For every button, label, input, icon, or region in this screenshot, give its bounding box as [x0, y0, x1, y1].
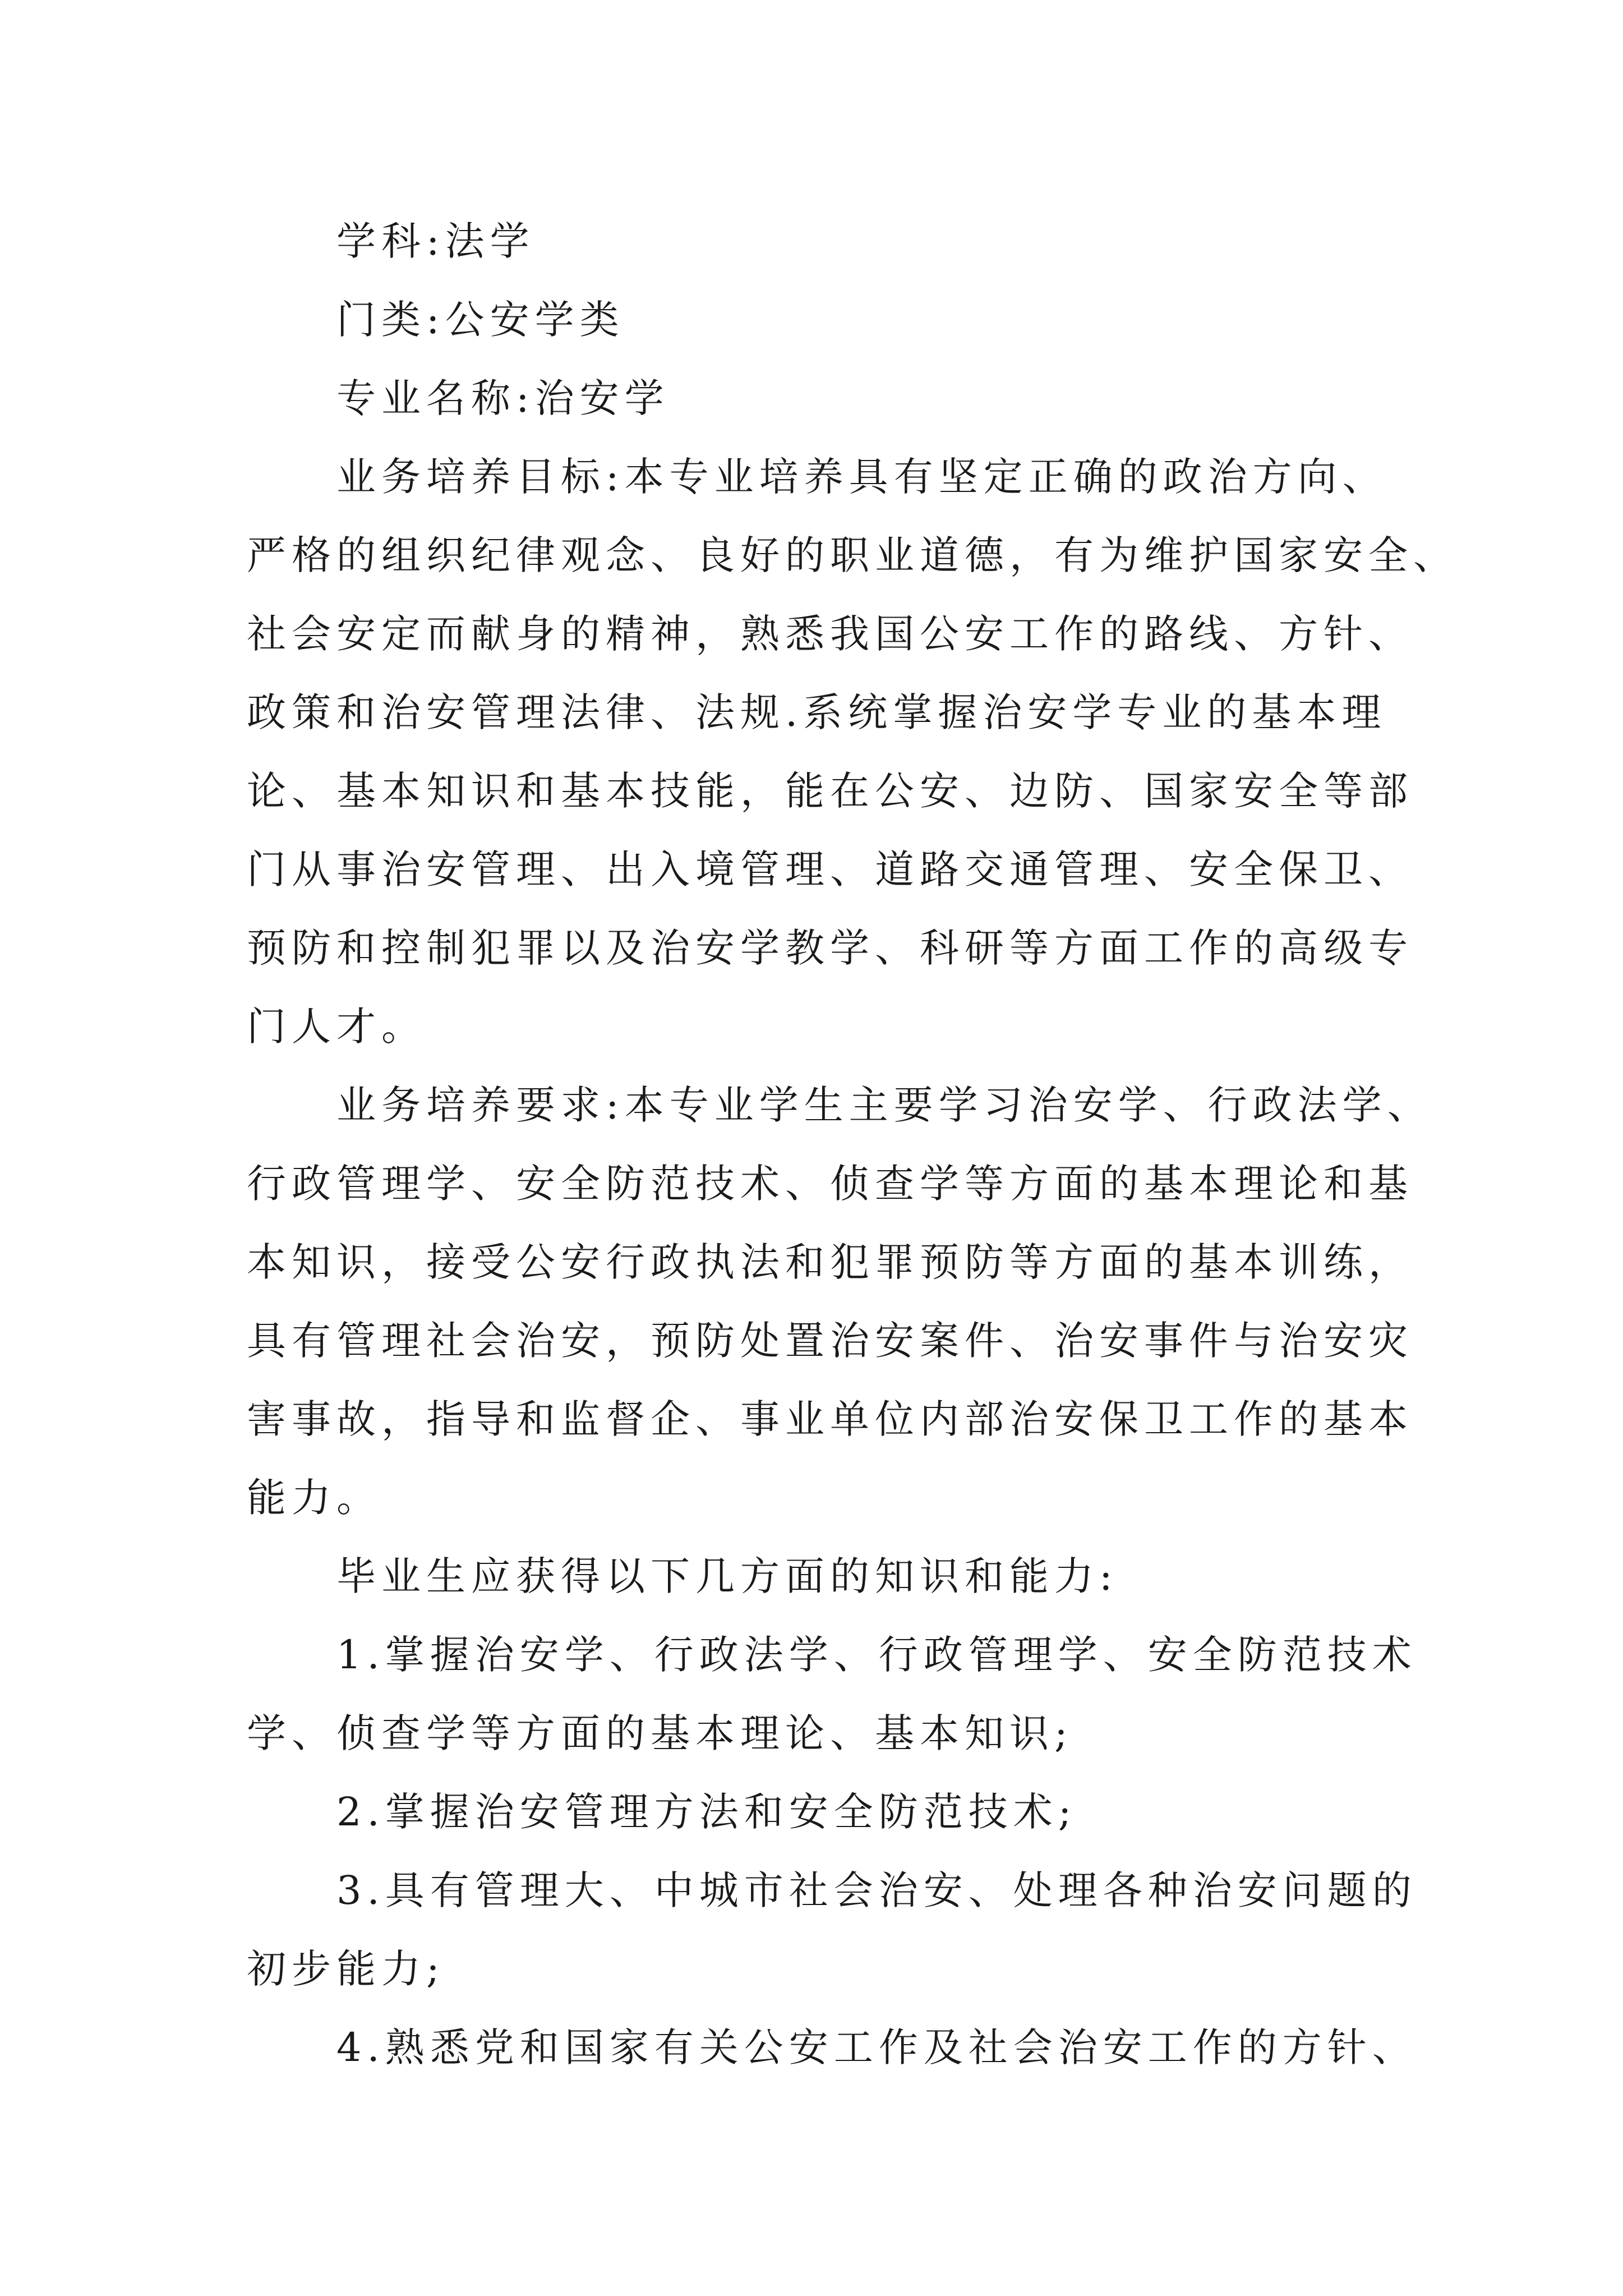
text-line: 学、侦查学等方面的基本理论、基本知识;	[247, 1710, 1073, 1756]
text-line: 门从事治安管理、出入境管理、道路交通管理、安全保卫、	[247, 846, 1413, 892]
text-line: 门人才。	[247, 1004, 426, 1050]
text-line: 3.具有管理大、中城市社会治安、处理各种治安问题的	[336, 1867, 1417, 1913]
text-line: 本知识，接受公安行政执法和犯罪预防等方面的基本训练，	[247, 1239, 1413, 1285]
text-line: 专业名称:治安学	[336, 375, 670, 421]
text-line: 门类:公安学类	[336, 297, 625, 343]
text-line: 业务培养要求:本专业学生主要学习治安学、行政法学、	[336, 1082, 1432, 1128]
text-line: 社会安定而献身的精神，熟悉我国公安工作的路线、方针、	[247, 611, 1413, 657]
text-line: 严格的组织纪律观念、良好的职业道德，有为维护国家安全、	[247, 532, 1458, 578]
text-line: 初步能力;	[247, 1946, 445, 1992]
text-line: 预防和控制犯罪以及治安学教学、科研等方面工作的高级专	[247, 925, 1413, 971]
text-line: 1.掌握治安学、行政法学、行政管理学、安全防范技术	[336, 1632, 1417, 1678]
text-line: 学科:法学	[336, 218, 535, 264]
text-line: 4.熟悉党和国家有关公安工作及社会治安工作的方针、	[336, 2024, 1417, 2070]
text-line: 2.掌握治安管理方法和安全防范技术;	[336, 1789, 1077, 1835]
text-line: 能力。	[247, 1475, 381, 1521]
document-body	[247, 202, 1458, 2087]
text-line: 具有管理社会治安，预防处置治安案件、治安事件与治安灾	[247, 1318, 1413, 1364]
text-line: 行政管理学、安全防范技术、侦查学等方面的基本理论和基	[247, 1161, 1413, 1207]
text-line: 论、基本知识和基本技能，能在公安、边防、国家安全等部	[247, 768, 1413, 814]
text-line: 毕业生应获得以下几方面的知识和能力:	[336, 1553, 1118, 1599]
text-line: 害事故，指导和监督企、事业单位内部治安保卫工作的基本	[247, 1396, 1413, 1442]
text-line: 业务培养目标:本专业培养具有坚定正确的政治方向、	[336, 454, 1387, 500]
text-line: 政策和治安管理法律、法规.系统掌握治安学专业的基本理	[247, 689, 1387, 735]
